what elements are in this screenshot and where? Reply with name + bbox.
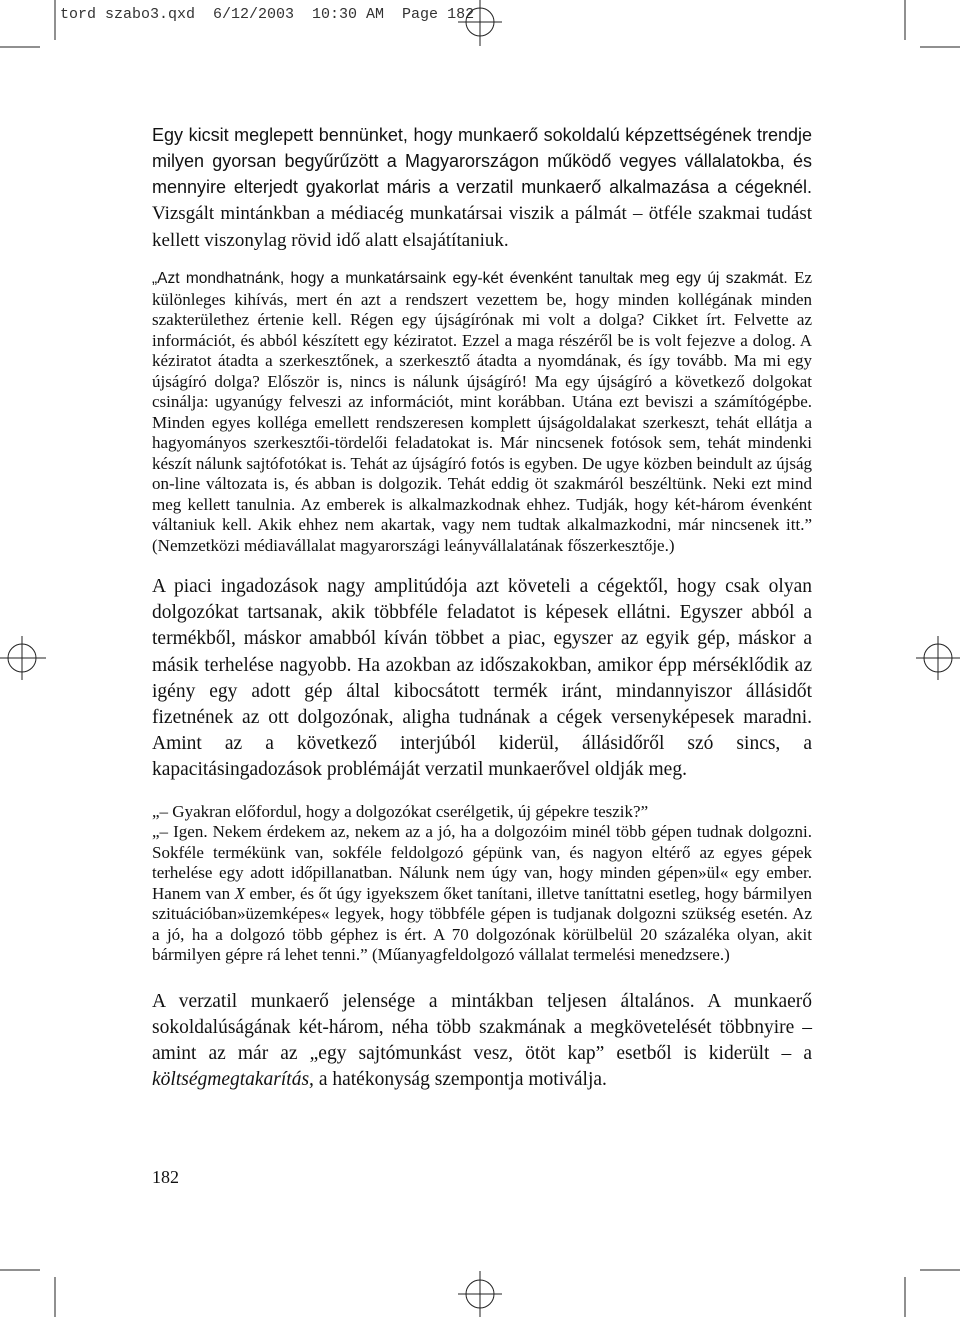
intro-paragraph — [152, 122, 812, 254]
body-3-a: A verzatil munkaerő jelensége a mintákban teljesen általános. A munkaerő sokoldalúságának két-három, néha több szakmának a megkövetelését többnyire – amint az már az „egy sajtómunkást vesz, ötöt kap” esetből is kiderült – a — [152, 990, 812, 1065]
quote-2-question: „– Gyakran előfordul, hogy a dolgozókat cserélgetik, új gépekre teszik?” — [152, 801, 649, 821]
quote-2 — [152, 802, 812, 966]
body-paragraph-2: A piaci ingadozások nagy amplitúdója azt követeli a cégektől, hogy csak olyan dolgozókat tartsanak, akik többféle feladatot is képesek ellátni. Egyszer abból a termékből, máskor amabból kíván többet a piac, egyszer az egyik gép, máskor a másik terhelése nagyobb. Ha azokban az időszakokban, amikor épp mérséklődik az igény egy adott gép által kibocsátott termék iránt, mindannyiszor állásidőt fizetnének az ott dolgozónak, aligha tudnának a cégek versenyképesek maradni. Amint az a következő interjúból kiderül, állásidőről szó sincs, a kapacitásingadozások problémáját verzatil munkaerővel oldják meg. — [152, 576, 812, 781]
quote-2-answer — [152, 822, 812, 966]
quote-2-italic: X — [234, 883, 245, 903]
quote-2-answer-b: ember, és őt úgy igyekszem őket tanítani, illetve taníttatni esetleg, hogy bármilyen szituációban»üzemképes« legyek, hogy többféle gépen is tudjanak dolgozni szükség esetén. Az a jó, ha a dolgozó több géphez is ért. A 70 dolgozónak körülbelül 20 százaléka olyan, akit bármilyen gépre rá lehet tenni.” (Műanyagfeldolgozó vállalat termelési menedzsere.) — [152, 883, 812, 965]
quote-2-answer-a: „– Igen. Nekem érdekem az, nekem az a jó, ha a dolgozóim minél több gépen tudnak dolgozni. Sokféle termékünk van, sokféle feldolgozó gépünk van, és nagyon eltérő az egyes gépek terhelése egy adott időpillanatban. Nálunk nem úgy van, hogy minden gépen»ül« egy ember. Hanem van — [152, 822, 812, 903]
body-paragraph-3 — [152, 989, 812, 1094]
body-3-b: a hatékonyság szempontja motiválja. — [313, 1069, 607, 1091]
registration-target-bottom — [455, 1267, 505, 1317]
body-3-italic: költségmegtakarítás, — [152, 1069, 314, 1091]
registration-target-top — [455, 0, 505, 50]
registration-target-right — [912, 633, 960, 683]
quote-1 — [152, 268, 812, 556]
intro-text-b: Vizsgált mintánkban a médiacég munkatársai viszik a pálmát – ötféle szakmai tudást kellett viszonylag rövid idő alatt elsajátítaniuk. — [152, 203, 812, 251]
quote-1-text: Ez különleges kihívás, mert én azt a rendszert vezettem be, hogy minden kollégának minden szakterülethez értenie kell. Régen egy újságírónak mi volt a dolga? Cikket írt. Felvette az információt, és abból készített egy kéziratot. Ezzel a maga részéről be is volt fejezve a dolog. A kéziratot átadta a szerkesztőnek, a szerkesztő átadta a nyomdának, és így tovább. Ma mi egy újságíró dolga? Először is, nincs is nálunk újságíró! Ma egy újságíró a következő dolgokat csinálja: ugyanúgy felveszi az információt, mint korábban. Utána ezt beviszi a számítógépbe. Minden egyes kolléga emellett rendszeresen komplett újságoldalakat szerkeszt, tehát ellátja a hagyományos szerkesztői-tördelői feladatokat is. Már nincsenek fotósok sem, tehát mindenki készít nálunk sajtófotókat is. Tehát az újságíró fotós is egyben. De ugye közben beindult az újság on-line változata is, és abban is dolgozik. Tehát eddig öt szakmáról beszéltünk. Neki ezt mind meg kellett tanulnia. Az emberek is alkalmazkodnak ehhez. Tudják, hogy két-három évenként váltaniuk kell. Akik ehhez nem akartak, vagy nem tudtak alkalmazkodni, már nincsenek itt.” (Nemzetközi médiavállalat magyarországi leányvállalatának főszerkesztője.) — [152, 268, 812, 555]
page-number: 182 — [152, 1167, 179, 1187]
print-slug: tord szabo3.qxd 6/12/2003 10:30 AM Page 182 — [60, 6, 475, 23]
quote-1-opening: „Azt mondhatnánk, hogy a munkatársaink egy-két évenként tanultak meg egy új szakmát. — [152, 270, 795, 287]
page-body — [152, 122, 812, 1093]
registration-target-left — [0, 633, 50, 683]
intro-text-a: Egy kicsit meglepett bennünket, hogy munkaerő sokoldalú képzettségének trendje milyen gyorsan begyűrűzött a Magyarországon működő vegyes vállalatokba, és mennyire elterjedt gyakorlat máris a verzatil munkaerő alkalmazása a cégeknél. — [152, 125, 812, 197]
